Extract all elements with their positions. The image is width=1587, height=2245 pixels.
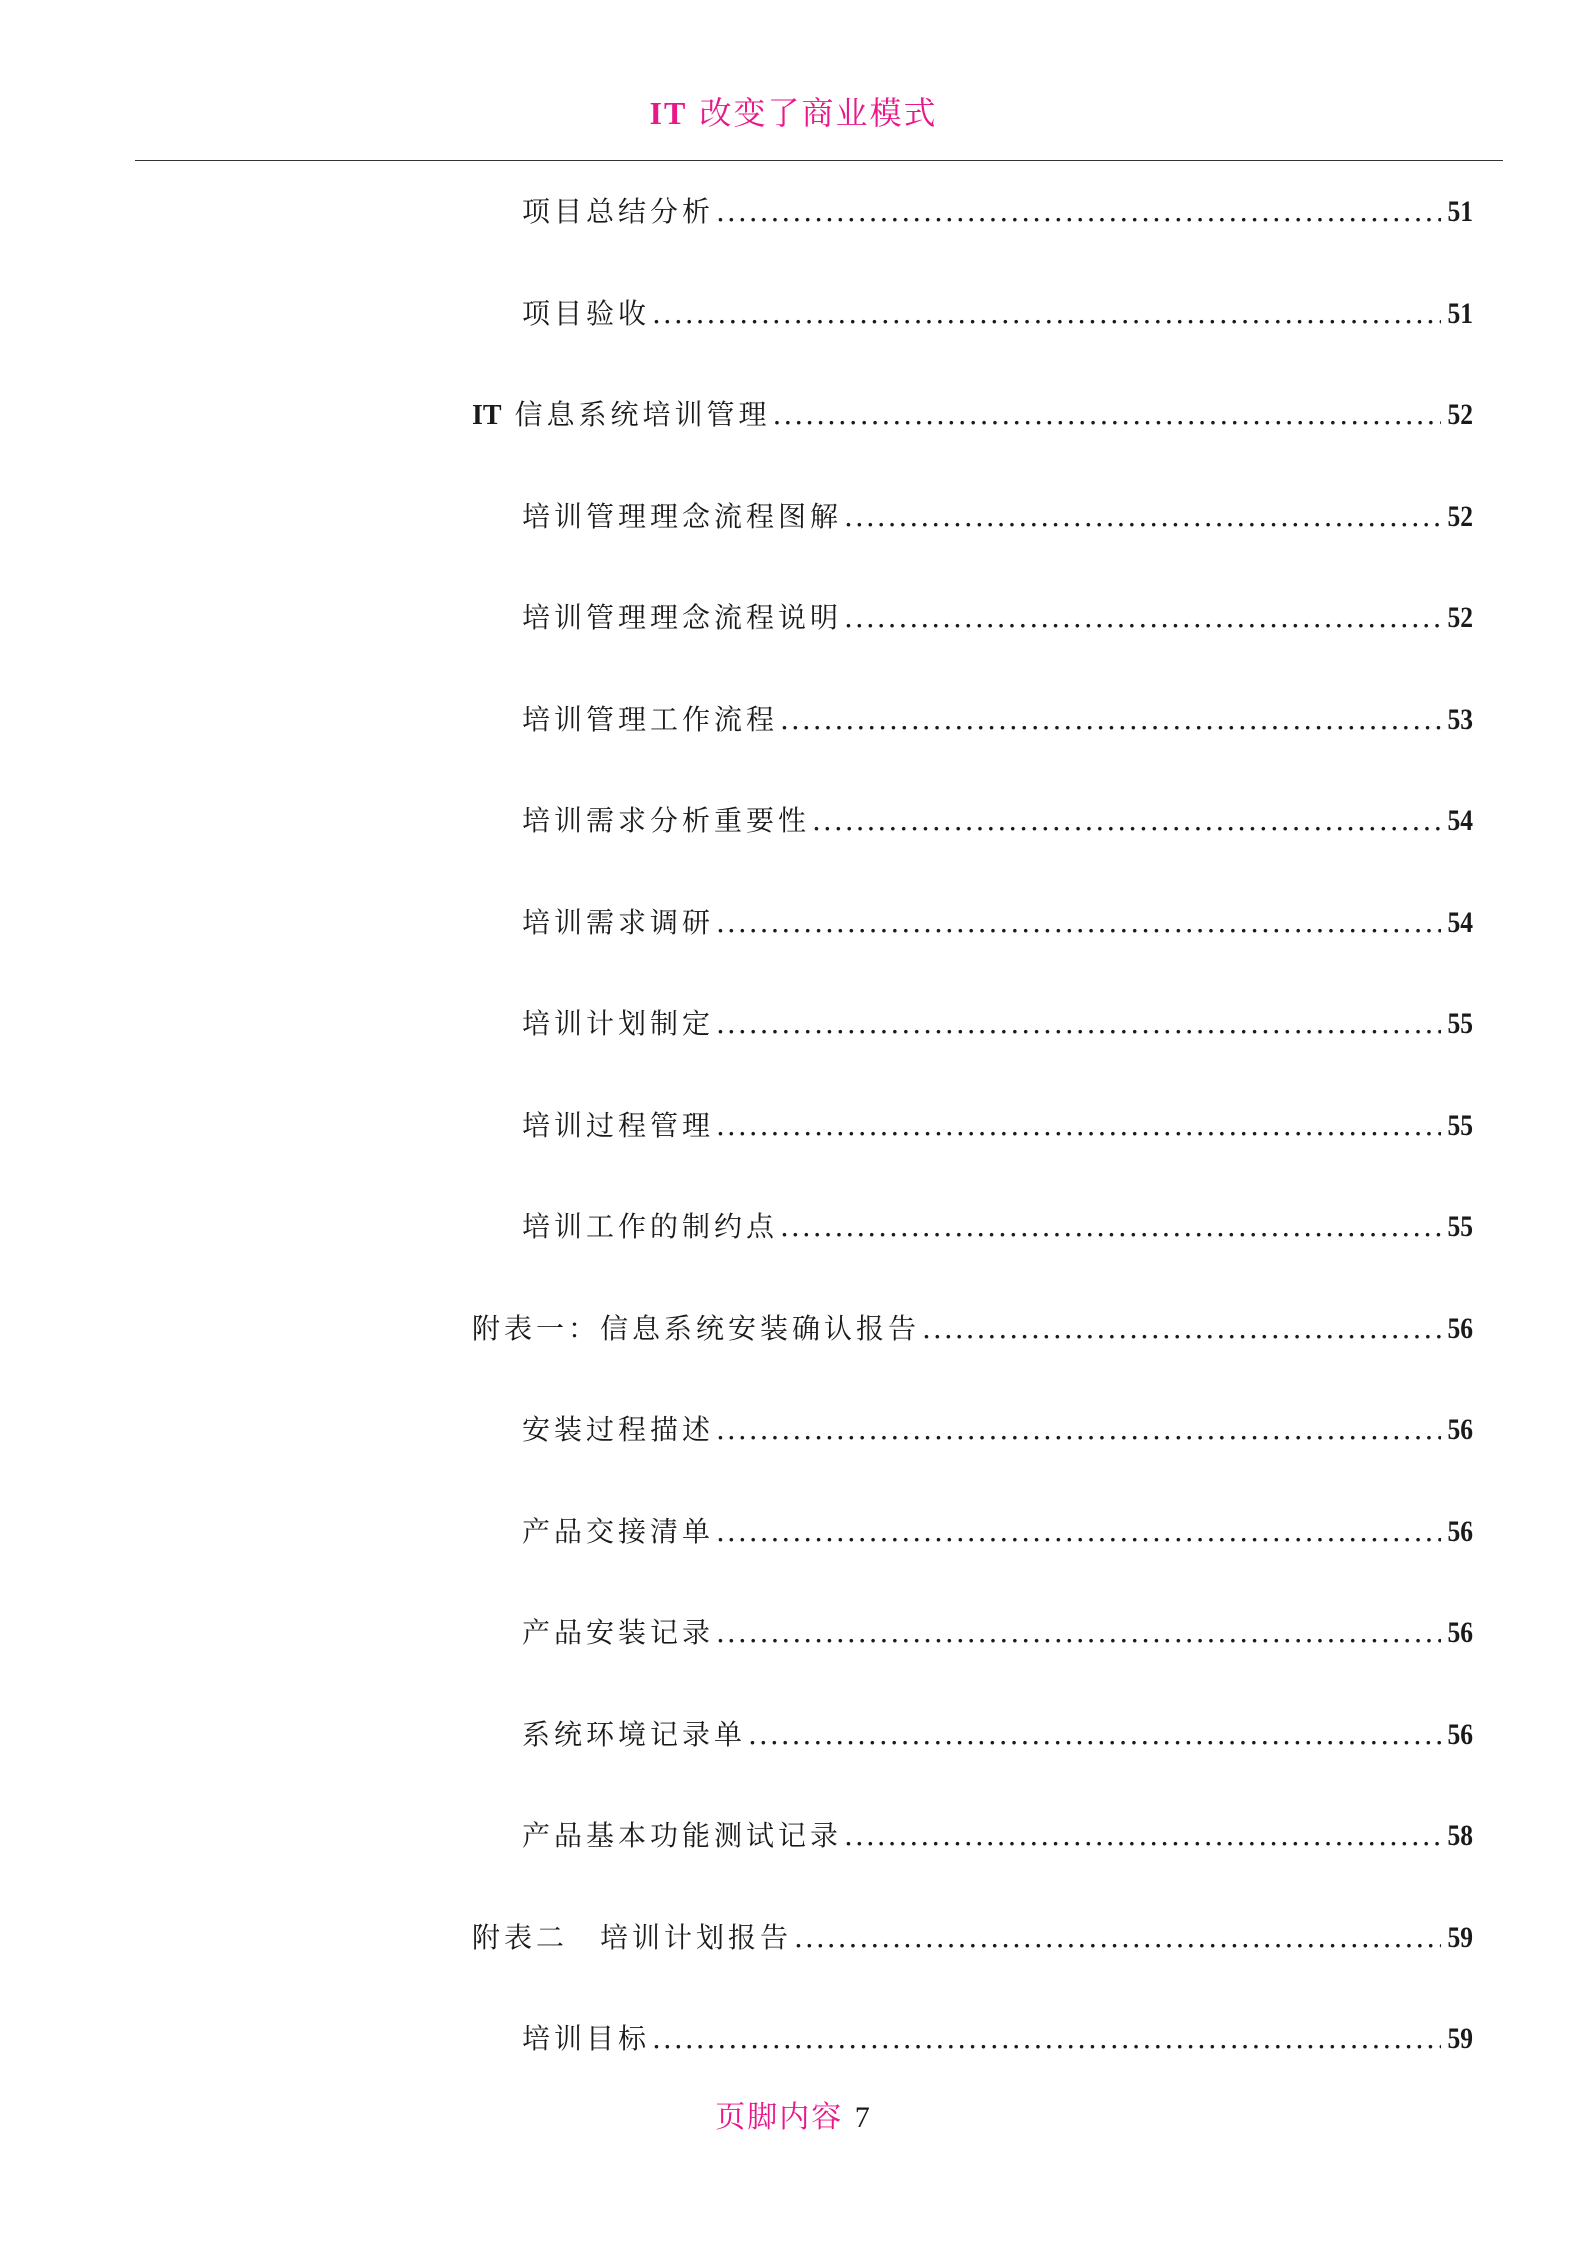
toc-entry[interactable] bbox=[522, 2017, 1473, 2061]
toc-entry-text: 培训管理理念流程说明 bbox=[522, 601, 843, 634]
toc-leader-dots bbox=[716, 1007, 1441, 1040]
header-prefix: IT bbox=[649, 95, 688, 131]
toc-page-number: 55 bbox=[1447, 1007, 1473, 1040]
toc-entry[interactable] bbox=[522, 698, 1473, 742]
toc-entry[interactable] bbox=[522, 1205, 1473, 1249]
toc-entry-label bbox=[522, 1814, 842, 1854]
toc-leader-dots bbox=[794, 1921, 1441, 1954]
toc-entry-text: 项目总结分析 bbox=[522, 195, 715, 228]
toc-entry-text: 附表二 培训计划报告 bbox=[472, 1920, 793, 1954]
toc-page-number: 59 bbox=[1447, 2022, 1473, 2055]
toc-entry-label bbox=[522, 2017, 650, 2057]
toc-leader-dots bbox=[922, 1312, 1441, 1345]
toc-leader-dots bbox=[716, 1109, 1441, 1142]
toc-entry[interactable] bbox=[522, 1611, 1473, 1655]
toc-entry[interactable] bbox=[522, 1814, 1473, 1858]
toc-entry[interactable] bbox=[472, 1307, 1473, 1351]
toc-page-number: 52 bbox=[1447, 398, 1473, 431]
toc-entry[interactable] bbox=[522, 1002, 1473, 1046]
toc-entry[interactable] bbox=[522, 901, 1473, 945]
toc-entry[interactable] bbox=[472, 393, 1473, 437]
toc-entry-label bbox=[522, 596, 842, 636]
toc-entry[interactable] bbox=[522, 190, 1473, 234]
toc-entry-text: 培训过程管理 bbox=[522, 1108, 715, 1142]
toc-entry[interactable] bbox=[522, 1510, 1473, 1554]
toc-leader-dots bbox=[812, 804, 1441, 837]
toc-entry[interactable] bbox=[522, 1713, 1473, 1757]
toc-leader-dots bbox=[716, 906, 1441, 939]
toc-leader-dots bbox=[780, 1210, 1441, 1243]
footer-label: 页脚内容 bbox=[715, 2100, 844, 2135]
toc-entry[interactable] bbox=[522, 596, 1473, 640]
toc-entry-prefix: IT bbox=[472, 400, 502, 431]
toc-entry-label bbox=[522, 190, 714, 230]
toc-entry-text: 培训计划制定 bbox=[522, 1007, 715, 1040]
toc-leader-dots bbox=[716, 1515, 1441, 1548]
toc-leader-dots bbox=[716, 1616, 1441, 1649]
toc-entry-label bbox=[522, 292, 650, 332]
toc-leader-dots bbox=[844, 601, 1441, 634]
toc-page-number: 56 bbox=[1447, 1616, 1473, 1649]
toc-page-number: 51 bbox=[1447, 195, 1473, 228]
toc-entry-text: 安装过程描述 bbox=[522, 1413, 715, 1446]
toc-entry[interactable] bbox=[522, 292, 1473, 336]
toc-page-number: 55 bbox=[1447, 1210, 1473, 1243]
toc-leader-dots bbox=[652, 297, 1441, 330]
toc-entry-text: 信息系统培训管理 bbox=[501, 398, 771, 431]
toc-entry[interactable] bbox=[522, 1408, 1473, 1452]
toc-entry-text: 培训工作的制约点 bbox=[522, 1210, 779, 1243]
toc-entry-text: 系统环境记录单 bbox=[522, 1717, 747, 1751]
toc-page-number: 52 bbox=[1447, 601, 1473, 634]
toc-entry-label bbox=[522, 495, 842, 535]
toc-entry[interactable] bbox=[522, 495, 1473, 539]
toc-page-number: 56 bbox=[1447, 1514, 1473, 1548]
toc-page-number: 56 bbox=[1447, 1413, 1473, 1446]
toc-entry[interactable] bbox=[522, 799, 1473, 843]
toc-entry-label bbox=[522, 901, 714, 941]
toc-leader-dots bbox=[772, 398, 1441, 431]
toc-entry-text: 项目验收 bbox=[522, 296, 651, 330]
footer-page-number: 7 bbox=[854, 2101, 872, 2134]
toc-entry-label bbox=[522, 698, 778, 738]
toc-page-number: 54 bbox=[1447, 905, 1473, 939]
toc-leader-dots bbox=[844, 500, 1441, 533]
toc-entry-label bbox=[472, 1916, 792, 1956]
toc-entry-label bbox=[472, 393, 770, 433]
toc-entry-text: 培训目标 bbox=[522, 2022, 651, 2055]
toc-entry-label bbox=[522, 1611, 714, 1651]
toc-entry-label bbox=[522, 1713, 746, 1753]
toc-page-number: 51 bbox=[1447, 296, 1473, 330]
toc-page-number: 56 bbox=[1447, 1717, 1473, 1751]
toc-page-number: 56 bbox=[1447, 1311, 1473, 1345]
page-footer bbox=[0, 2092, 1587, 2136]
toc-page-number: 55 bbox=[1447, 1108, 1473, 1142]
toc-leader-dots bbox=[652, 2022, 1441, 2055]
toc-entry[interactable] bbox=[472, 1916, 1473, 1960]
toc-entry-label bbox=[522, 1002, 714, 1042]
toc-page-number: 53 bbox=[1447, 702, 1473, 736]
toc-leader-dots bbox=[748, 1718, 1441, 1751]
toc-leader-dots bbox=[844, 1819, 1441, 1852]
toc-leader-dots bbox=[716, 1413, 1441, 1446]
toc-entry-text: 产品安装记录 bbox=[522, 1616, 715, 1649]
toc-entry-label bbox=[522, 1510, 714, 1550]
toc-entry-label bbox=[472, 1307, 920, 1347]
toc-entry-label bbox=[522, 1104, 714, 1144]
toc-page-number: 54 bbox=[1447, 804, 1473, 837]
toc-entry-label bbox=[522, 799, 810, 839]
toc-entry-label bbox=[522, 1205, 778, 1245]
toc-page-number: 58 bbox=[1447, 1819, 1473, 1852]
toc-entry-text: 培训管理工作流程 bbox=[522, 702, 779, 736]
header-title: 改变了商业模式 bbox=[687, 94, 938, 132]
toc-entry-text: 产品基本功能测试记录 bbox=[522, 1819, 843, 1852]
toc-entry-text: 附表一：信息系统安装确认报告 bbox=[472, 1311, 921, 1345]
toc-entry[interactable] bbox=[522, 1104, 1473, 1148]
toc-entry-text: 产品交接清单 bbox=[522, 1514, 715, 1548]
toc-entry-text: 培训管理理念流程图解 bbox=[522, 499, 843, 533]
toc-entry-text: 培训需求分析重要性 bbox=[522, 804, 811, 837]
toc-entry-text: 培训需求调研 bbox=[522, 905, 715, 939]
toc-page-number: 52 bbox=[1447, 499, 1473, 533]
toc-entry-label bbox=[522, 1408, 714, 1448]
toc-page-number: 59 bbox=[1447, 1920, 1473, 1954]
toc-leader-dots bbox=[716, 195, 1441, 228]
toc-leader-dots bbox=[780, 703, 1441, 736]
